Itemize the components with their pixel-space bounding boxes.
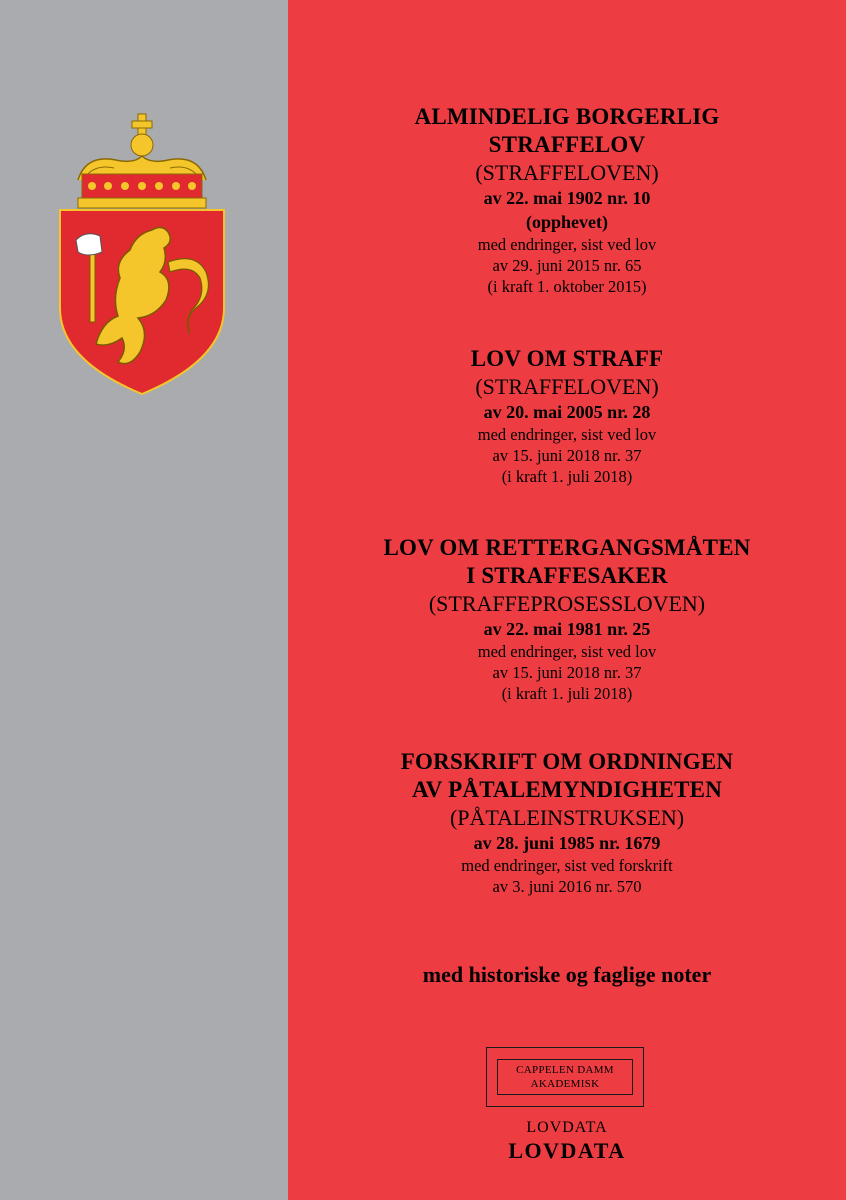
law-title: ALMINDELIG BORGERLIG xyxy=(414,104,720,129)
amendment-note: av 29. juni 2015 nr. 65 xyxy=(492,256,642,275)
law-short-name: (STRAFFEPROSESSLOVEN) xyxy=(428,591,706,616)
law-title: I STRAFFESAKER xyxy=(466,563,668,588)
publisher-imprint: AKADEMISK xyxy=(530,1078,600,1090)
law-title: FORSKRIFT OM ORDNINGEN xyxy=(400,749,734,774)
law-title: LOV OM STRAFF xyxy=(470,346,664,371)
law-section-2 xyxy=(288,345,846,487)
law-date: av 22. mai 1902 nr. 10 xyxy=(483,188,651,208)
lovdata-large-label: LOVDATA xyxy=(508,1138,626,1163)
law-date: av 22. mai 1981 nr. 25 xyxy=(483,619,651,639)
law-section-3 xyxy=(288,534,846,704)
in-force-note: (i kraft 1. juli 2018) xyxy=(501,467,633,486)
law-short-name: (STRAFFELOVEN) xyxy=(475,374,659,399)
notes-subtitle: med historiske og faglige noter xyxy=(422,962,712,987)
lovdata-small-label: LOVDATA xyxy=(526,1119,608,1136)
law-status: (opphevet) xyxy=(526,212,608,232)
red-front-panel xyxy=(288,0,846,1200)
publisher-logo xyxy=(486,1047,644,1107)
amendment-note: med endringer, sist ved lov xyxy=(477,425,657,444)
law-short-name: (STRAFFELOVEN) xyxy=(475,160,659,185)
amendment-note: med endringer, sist ved lov xyxy=(477,642,657,661)
law-section-1 xyxy=(288,103,846,297)
coat-of-arms-icon xyxy=(56,112,228,397)
law-section-4 xyxy=(288,748,846,897)
grey-side-panel xyxy=(0,0,288,1200)
publisher-name: CAPPELEN DAMM xyxy=(516,1064,614,1076)
amendment-note: av 3. juni 2016 nr. 570 xyxy=(492,877,642,896)
publisher-logo-inner xyxy=(497,1059,633,1095)
law-title: STRAFFELOV xyxy=(488,132,646,157)
law-short-name: (PÅTALEINSTRUKSEN) xyxy=(449,805,685,830)
amendment-note: med endringer, sist ved forskrift xyxy=(461,856,673,875)
law-title: AV PÅTALEMYNDIGHETEN xyxy=(411,777,723,802)
amendment-note: av 15. juni 2018 nr. 37 xyxy=(492,446,642,465)
in-force-note: (i kraft 1. juli 2018) xyxy=(501,684,633,703)
law-date: av 28. juni 1985 nr. 1679 xyxy=(473,833,661,853)
in-force-note: (i kraft 1. oktober 2015) xyxy=(487,277,647,296)
amendment-note: av 15. juni 2018 nr. 37 xyxy=(492,663,642,682)
law-title: LOV OM RETTERGANGSMÅTEN xyxy=(383,535,751,560)
amendment-note: med endringer, sist ved lov xyxy=(477,235,657,254)
law-date: av 20. mai 2005 nr. 28 xyxy=(483,402,651,422)
